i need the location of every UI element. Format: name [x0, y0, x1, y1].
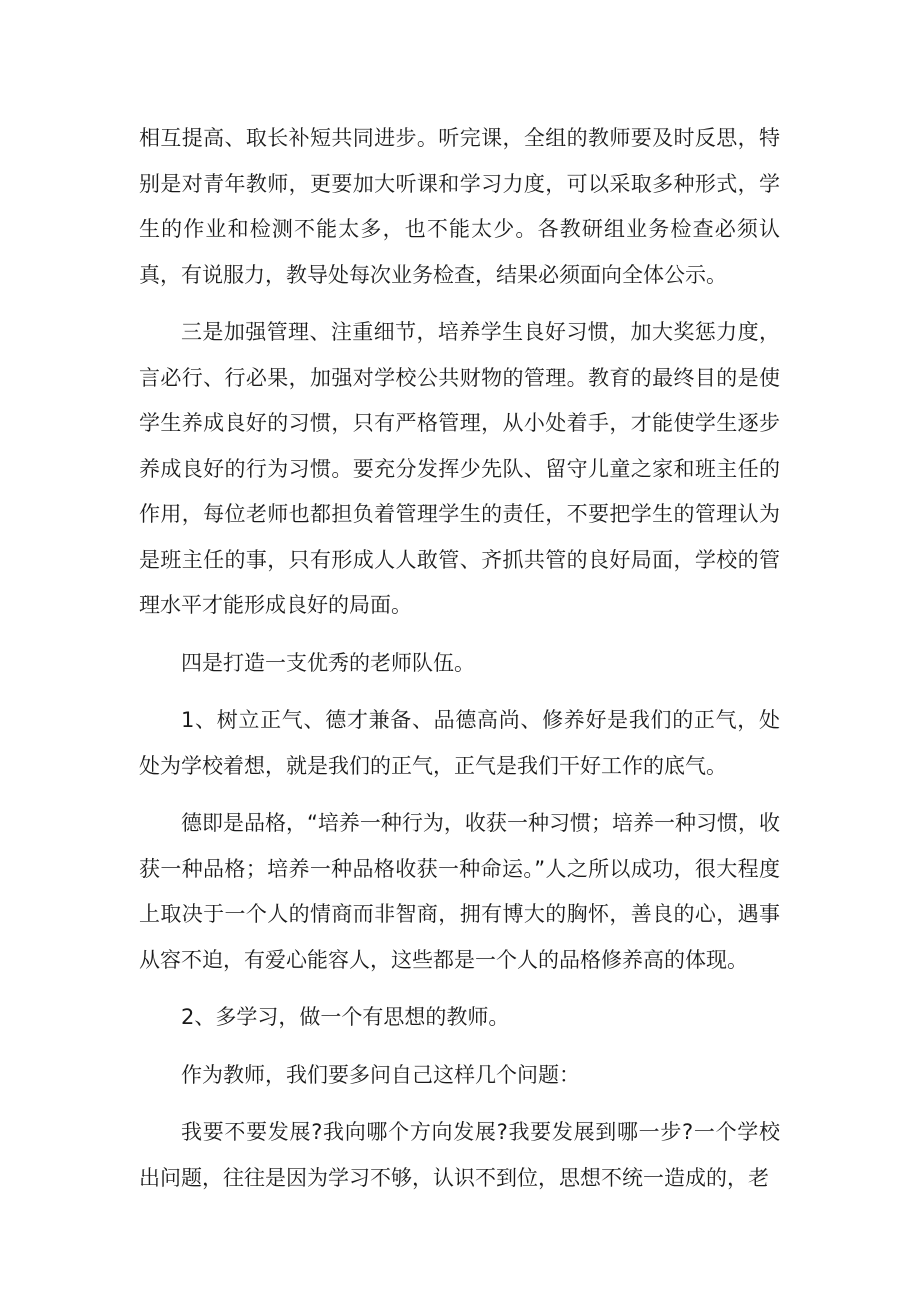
paragraph-3: 四是打造一支优秀的老师队伍。 — [181, 650, 475, 675]
paragraph-1: 相互提高、取长补短共同进步。听完课，全组的教师要及时反思，特别是对青年教师，更要加大听课和学习力度，可以采取多种形式，学生的作业和检测不能太多，也不能太少。各教研组业务检查必须认真，有说服力，教导处每次业务检查，结果必须面向全体公示。 — [139, 126, 780, 287]
paragraph-4: 1、树立正气、德才兼备、品德高尚、修养好是我们的正气，处处为学校着想，就是我们的正气，正气是我们干好工作的底气。 — [139, 708, 780, 778]
paragraph-6: 2、多学习，做一个有思想的教师。 — [181, 1005, 510, 1029]
paragraph-2: 三是加强管理、注重细节，培养学生良好习惯，加大奖惩力度，言必行、行必果，加强对学校公共财物的管理。教育的最终目的是使学生养成良好的习惯，只有严格管理，从小处着手，才能使学生逐步养成良好的行为习惯。要充分发挥少先队、留守儿童之家和班主任的作用，每位老师也都担负着管理学生的责任，不要把学生的管理认为是班主任的事，只有形成人人敢管、齐抓共管的良好局面，学校的管理水平才能形成良好的局面。 — [139, 320, 780, 617]
paragraph-5: 德即是品格，“培养一种行为，收获一种习惯；培养一种习惯，收获一种品格；培养一种品格收获一种命运。”人之所以成功，很大程度上取决于一个人的情商而非智商，拥有博大的胸怀，善良的心，遇事从容不迫，有爱心能容人，这些都是一个人的品格修养高的体现。 — [139, 811, 780, 972]
paragraph-8: 我要不要发展?我向哪个方向发展?我要发展到哪一步?一个学校出问题，往往是因为学习不够，认识不到位，思想不统一造成的，老 — [139, 1120, 780, 1190]
paragraph-7: 作为教师，我们要多问自己这样几个问题： — [181, 1062, 580, 1087]
document-body — [139, 116, 780, 1213]
